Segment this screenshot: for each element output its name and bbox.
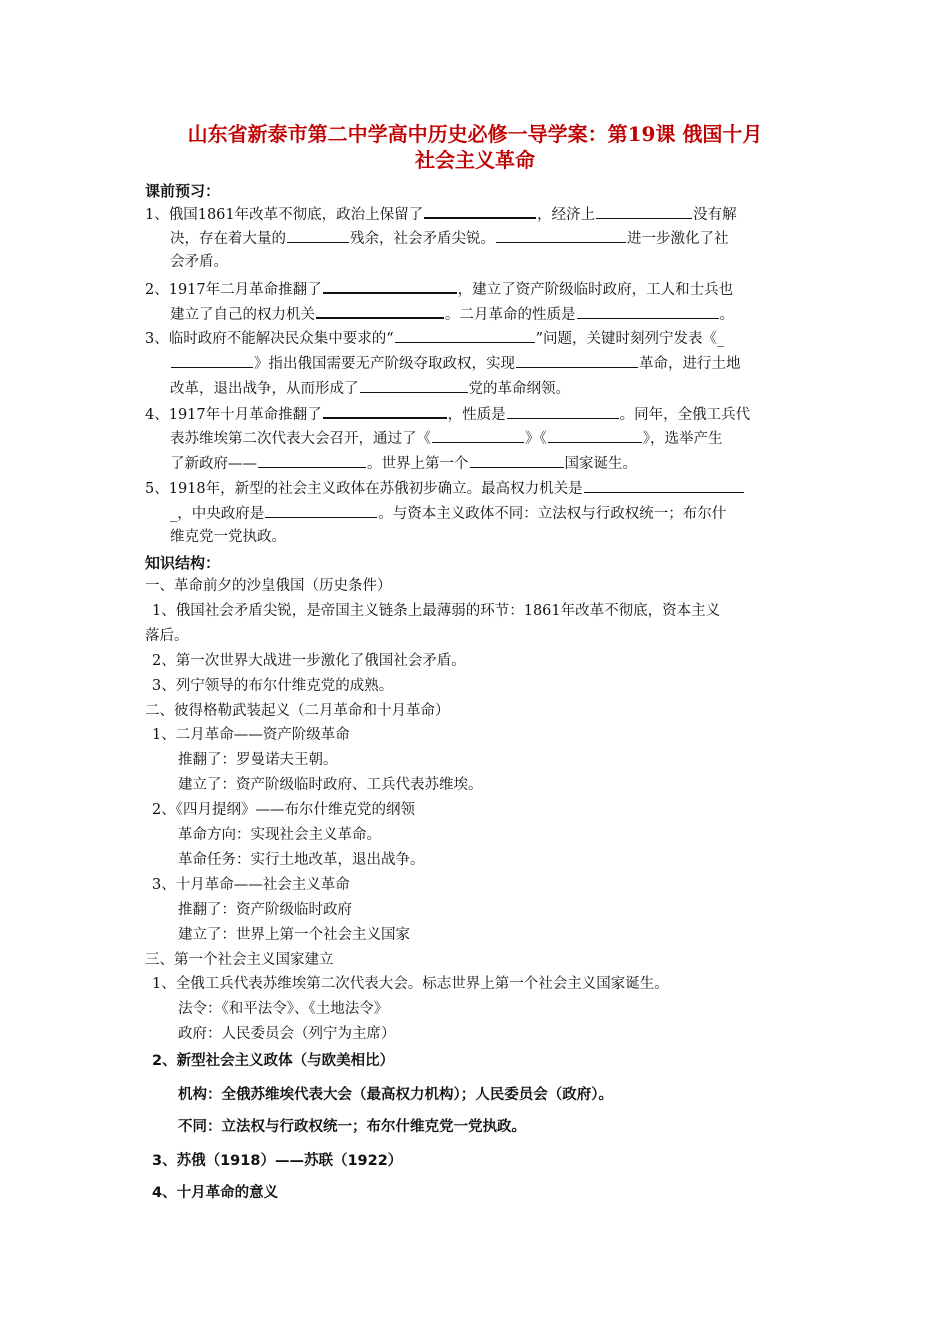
answer-blank[interactable]: [258, 452, 366, 468]
answer-blank[interactable]: [265, 502, 377, 518]
answer-blank[interactable]: [432, 427, 524, 443]
question-2-line2: 建立了自己的权力机关 。二月革命的性质是 。: [170, 302, 734, 325]
question-4-line2: 表苏维埃第二次代表大会召开，通过了《 》《 》，选举产生: [170, 427, 723, 449]
answer-blank[interactable]: [323, 277, 457, 294]
question-1-line2: 决，存在着大量的 残余，社会矛盾尖锐。 进一步激化了社: [170, 227, 729, 249]
section-2-item-3: 3、十月革命——社会主义革命: [152, 877, 350, 893]
section-2-item-1a: 推翻了：罗曼诺夫王朝。: [178, 752, 338, 768]
preview-heading: 课前预习：: [145, 182, 221, 200]
section-1-item-1: 1、俄国社会矛盾尖锐，是帝国主义链条上最薄弱的环节：1861年改革不彻底，资本主义: [152, 603, 721, 619]
question-4-line1: 4、1917年十月革命推翻了 ，性质是 。同年，全俄工兵代: [145, 402, 750, 425]
structure-heading: 知识结构：: [145, 554, 221, 572]
page-title-line1: 山东省新泰市第二中学高中历史必修一导学案：第19课 俄国十月: [187, 122, 763, 146]
answer-blank[interactable]: [548, 427, 642, 443]
section-3-heading: 三、第一个社会主义国家建立: [145, 952, 334, 968]
question-5-line1: 5、1918年，新型的社会主义政体在苏俄初步确立。最高权力机关是: [145, 477, 745, 499]
answer-blank[interactable]: [596, 203, 692, 219]
section-2-item-3b: 建立了：世界上第一个社会主义国家: [178, 927, 410, 943]
section-1-item-3: 3、列宁领导的布尔什维克党的成熟。: [152, 678, 394, 694]
section-3-item-2a: 机构：全俄苏维埃代表大会（最高权力机构）；人民委员会（政府）。: [178, 1087, 613, 1103]
section-2-item-2a: 革命方向：实现社会主义革命。: [178, 827, 381, 843]
question-3-line2: 》指出俄国需要无产阶级夺取政权，实现 革命，进行土地: [170, 352, 741, 374]
section-1-item-2: 2、第一次世界大战进一步激化了俄国社会矛盾。: [152, 653, 466, 669]
section-1-heading: 一、革命前夕的沙皇俄国（历史条件）: [145, 578, 392, 594]
answer-blank[interactable]: [287, 227, 349, 243]
answer-blank[interactable]: [584, 477, 744, 493]
section-3-item-4: 4、十月革命的意义: [152, 1185, 279, 1201]
answer-blank[interactable]: [360, 377, 468, 393]
answer-blank[interactable]: [316, 302, 444, 319]
answer-blank[interactable]: [507, 403, 619, 419]
section-2-item-3a: 推翻了：资产阶级临时政府: [178, 902, 352, 918]
section-3-item-1b: 政府：人民委员会（列宁为主席）: [178, 1026, 396, 1042]
question-3-line3: 改革，退出战争，从而形成了 党的革命纲领。: [170, 377, 570, 399]
section-2-heading: 二、彼得格勒武装起义（二月革命和十月革命）: [145, 703, 450, 719]
answer-blank[interactable]: [516, 352, 638, 368]
section-3-item-1: 1、全俄工兵代表苏维埃第二次代表大会。标志世界上第一个社会主义国家诞生。: [152, 976, 669, 992]
answer-blank[interactable]: [323, 402, 447, 419]
section-2-item-1: 1、二月革命——资产阶级革命: [152, 727, 350, 743]
section-3-item-2b: 不同：立法权与行政权统一；布尔什维克党一党执政。: [178, 1119, 526, 1135]
question-1-line1: 1、俄国1861年改革不彻底，政治上保留了 ，经济上 没有解: [145, 202, 737, 225]
answer-blank[interactable]: [395, 327, 535, 343]
question-1-line3: 会矛盾。: [170, 254, 228, 270]
section-2-item-2: 2、《四月提纲》——布尔什维克党的纲领: [152, 802, 415, 818]
answer-blank[interactable]: [470, 452, 564, 468]
section-2-item-2b: 革命任务：实行土地改革，退出战争。: [178, 852, 425, 868]
section-2-item-1b: 建立了：资产阶级临时政府、工兵代表苏维埃。: [178, 777, 483, 793]
section-3-item-2: 2、新型社会主义政体（与欧美相比）: [152, 1053, 395, 1069]
question-3-line1: 3、临时政府不能解决民众集中要求的“ ”问题，关键时刻列宁发表《_: [145, 327, 724, 349]
question-4-line3: 了新政府—— 。世界上第一个 国家诞生。: [170, 452, 637, 474]
page-title-line2: 社会主义革命: [415, 148, 535, 172]
section-1-item-1-cont: 落后。: [145, 628, 189, 644]
answer-blank[interactable]: [171, 352, 253, 368]
answer-blank[interactable]: [577, 303, 719, 319]
question-5-line2: _，中央政府是 。与资本主义政体不同：立法权与行政权统一；布尔什: [170, 502, 726, 524]
answer-blank[interactable]: [496, 227, 626, 243]
answer-blank[interactable]: [424, 202, 536, 219]
question-5-line3: 维克党一党执政。: [170, 529, 286, 545]
section-3-item-3: 3、苏俄（1918）——苏联（1922）: [152, 1153, 403, 1169]
section-3-item-1a: 法令：《和平法令》、《土地法令》: [178, 1001, 389, 1017]
question-2-line1: 2、1917年二月革命推翻了 ，建立了资产阶级临时政府，工人和士兵也: [145, 277, 733, 300]
